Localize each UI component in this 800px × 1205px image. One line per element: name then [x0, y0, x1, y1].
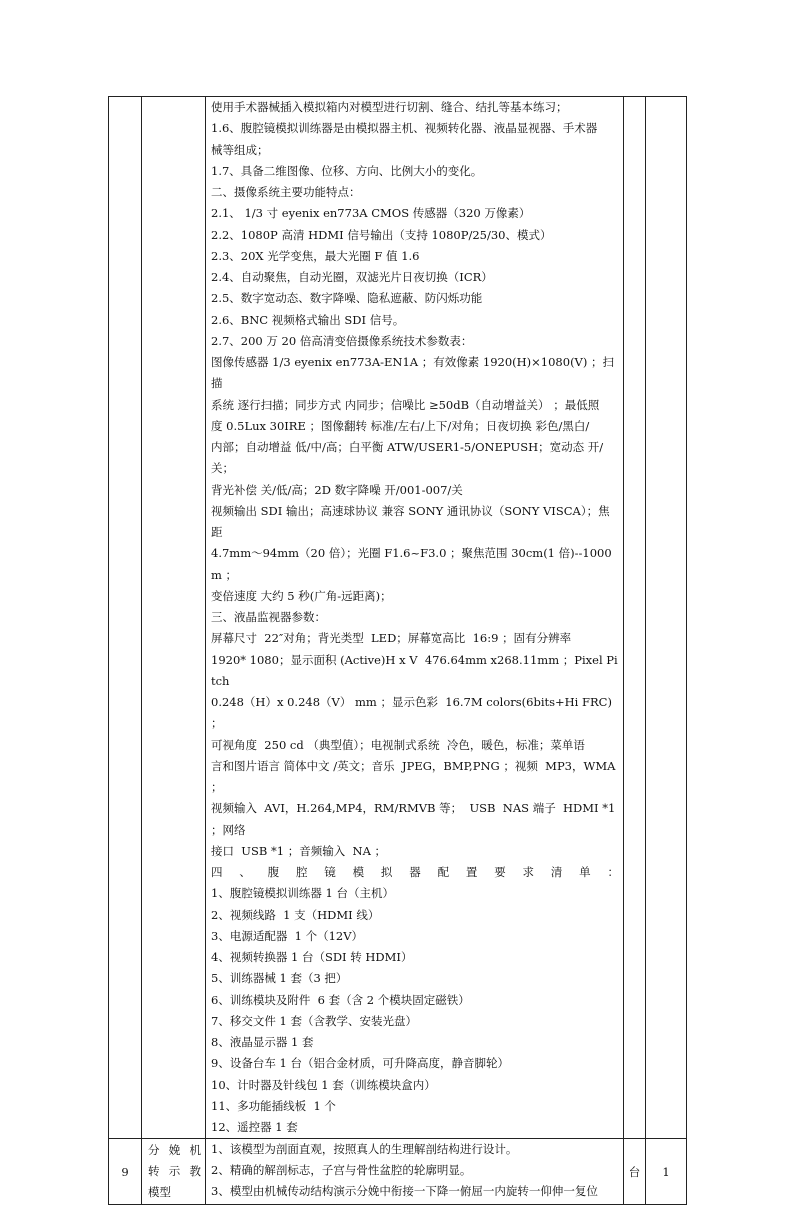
spec-line: 0.248（H）x 0.248（V） mm ；显示色彩 16.7M colors(6bits+Hi FRC) ； [211, 695, 616, 731]
spec-line: 2.4、自动聚焦，自动光圈，双滤光片日夜切换（ICR） [211, 270, 493, 284]
spec-line: 视频输入 AVI，H.264,MP4，RM/RMVB 等； USB NAS 端子 HDMI *1 ；网络 [211, 801, 619, 837]
spec-line: 可视角度 250 cd （典型值）；电视制式系统 冷色，暖色，标准；菜单语 [211, 737, 585, 752]
table-row-continued [109, 97, 687, 1139]
spec-content-cell [206, 97, 624, 1139]
spec-line: 2.2、1080P 高清 HDMI 信号输出（支持 1080P/25/30、模式） [211, 227, 552, 242]
spec-line: 1920* 1080；显示面积 (Active)H x V 476.64mm x268.11mm ；Pixel Pitch [211, 652, 618, 688]
spec-line: 1.6、腹腔镜模拟训练器是由模拟器主机、视频转化器、液晶显视器、手术器 [211, 121, 598, 136]
spec-line: 2、视频线路 1 支（HDMI 线） [211, 907, 380, 922]
quantity-cell [646, 97, 687, 1139]
equipment-spec-table [108, 96, 687, 1205]
quantity-cell: 1 [646, 1139, 687, 1205]
unit-cell: 台 [624, 1139, 646, 1205]
spec-line: 屏幕尺寸 22″对角；背光类型 LED；屏幕宽高比 16:9 ；固有分辨率 [211, 631, 572, 646]
unit-cell [624, 97, 646, 1139]
spec-line: 系统 逐行扫描；同步方式 内同步；信噪比 ≥50dB（自动增益关） ；最低照 [211, 397, 600, 412]
spec-line: 5、训练器械 1 套（3 把） [211, 971, 348, 986]
spec-line: 械等组成； [211, 142, 269, 157]
spec-line: 视频输出 SDI 输出；高速球协议 兼容 SONY 通讯协议（SONY VISCA）；焦距 [211, 503, 610, 539]
spec-line: 三、液晶监视器参数： [211, 610, 326, 624]
index-cell [109, 97, 142, 1139]
spec-line: 接口 USB *1 ；音频输入 NA ； [211, 843, 387, 858]
spec-line: 2.1、 1/3 寸 eyenix en773A CMOS 传感器（320 万像素） [211, 206, 531, 221]
name-cell [142, 97, 206, 1139]
spec-line: 2、精确的解剖标志，子宫与骨性盆腔的轮廓明显。 [211, 1163, 472, 1178]
index-cell: 9 [109, 1139, 142, 1205]
spec-line: 图像传感器 1/3 eyenix en773A-EN1A ；有效像素 1920(H)×1080(V) ；扫描 [211, 355, 614, 391]
item-name-line: 模型 [148, 1185, 171, 1200]
spec-line: 2.3、20X 光学变焦，最大光圈 F 值 1.6 [211, 248, 420, 263]
table-row-9 [109, 1139, 687, 1205]
spec-line: 6、训练模块及附件 6 套（含 2 个模块固定磁铁） [211, 992, 470, 1007]
spec-line: 4、视频转换器 1 台（SDI 转 HDMI） [211, 950, 413, 964]
spec-line: 2.6、BNC 视频格式输出 SDI 信号。 [211, 312, 405, 327]
spec-line: 1、腹腔镜模拟训练器 1 台（主机） [211, 886, 394, 901]
spec-line: 3、电源适配器 1 个（12V） [211, 928, 364, 943]
spec-line: 使用手术器械插入模拟箱内对模型进行切割、缝合、结扎等基本练习； [211, 100, 568, 114]
spec-line: 4.7mm～94mm（20 倍）；光圈 F1.6~F3.0 ；聚焦范围 30cm(1 倍)--1000m ； [211, 546, 612, 582]
spec-line: 9、设备台车 1 台（铝合金材质，可升降高度，静音脚轮） [211, 1056, 509, 1071]
spec-line: 1、该模型为剖面直观，按照真人的生理解剖结构进行设计。 [211, 1142, 518, 1157]
spec-line: 8、液晶显示器 1 套 [211, 1035, 314, 1049]
spec-line: 四、腹腔镜模拟器配置要求清单： [211, 865, 619, 879]
item-name-line: 转示教 [148, 1164, 201, 1179]
spec-line: 二、摄像系统主要功能特点： [211, 185, 361, 199]
spec-line: 7、移交文件 1 套（含教学、安装光盘） [211, 1013, 417, 1028]
spec-line: 12、遥控器 1 套 [211, 1120, 298, 1134]
item-name-cell [142, 1139, 206, 1205]
spec-line: 2.7、200 万 20 倍高清变倍摄像系统技术参数表： [211, 333, 473, 348]
spec-line: 背光补偿 关/低/高；2D 数字降噪 开/001-007/关 [211, 482, 463, 497]
spec-content-cell [206, 1139, 624, 1205]
item-name-line: 分娩机 [148, 1143, 201, 1158]
spec-line: 言和图片语言 简体中文 /英文；音乐 JPEG，BMP,PNG ；视频 MP3，WMA ； [211, 758, 620, 794]
spec-line: 2.5、数字宽动态、数字降噪、隐私遮蔽、防闪烁功能 [211, 291, 483, 306]
spec-line: 内部；自动增益 低/中/高；白平衡 ATW/USER1-5/ONEPUSH；宽动态 开/关； [211, 440, 604, 476]
spec-line: 1.7、具备二维图像、位移、方向、比例大小的变化。 [211, 163, 483, 178]
spec-line: 3、模型由机械传动结构演示分娩中衔接一下降一俯屈一内旋转一仰伸一复位 [211, 1184, 598, 1199]
spec-line: 10、计时器及针线包 1 套（训练模块盒内） [211, 1077, 436, 1092]
spec-line: 11、多功能插线板 1 个 [211, 1098, 336, 1113]
spec-line: 变倍速度 大约 5 秒(广角-远距离)； [211, 588, 392, 603]
spec-line: 度 0.5Lux 30IRE ；图像翻转 标准/左右/上下/对角；日夜切换 彩色/黑白/ [211, 418, 590, 433]
